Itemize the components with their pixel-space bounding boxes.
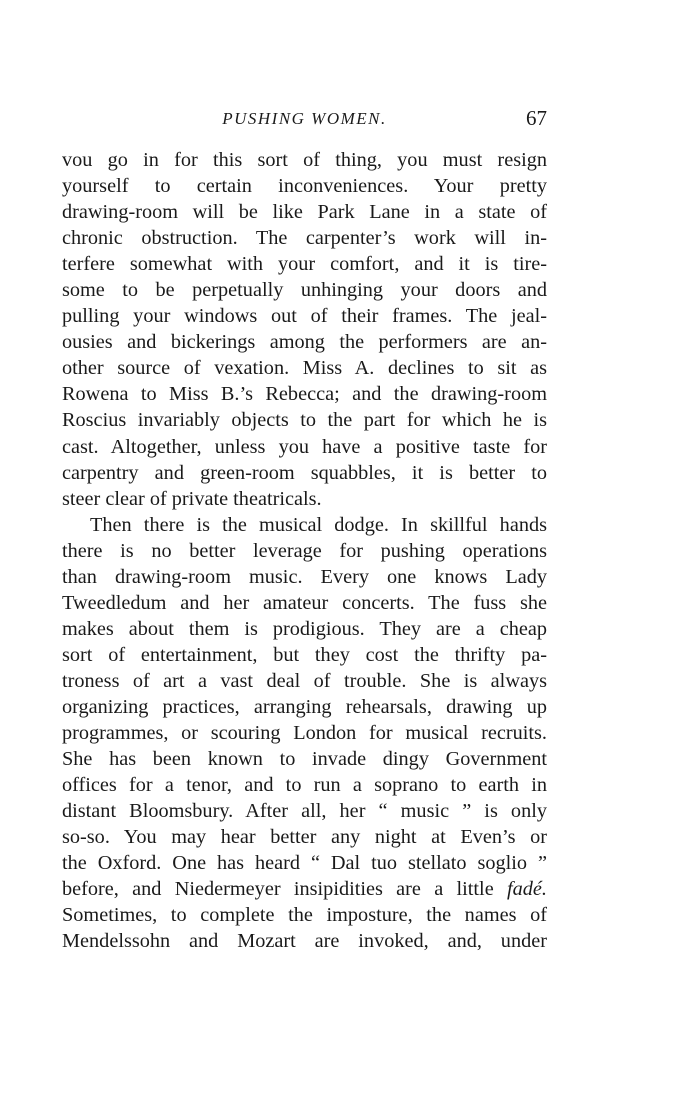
- line-text: steer clear of private theatricals.: [62, 487, 322, 510]
- text-line: [62, 824, 547, 850]
- text-line: [62, 772, 547, 798]
- line-text: the Oxford. One has heard “ Dal tuo stellato soglio ”: [62, 852, 547, 875]
- line-text: offices for a tenor, and to run a soprano to earth in: [62, 774, 547, 797]
- line-text: than drawing-room music. Every one knows Lady: [62, 565, 547, 588]
- text-line: [62, 199, 547, 225]
- line-text: before, and Niedermeyer insipidities are a little: [62, 878, 494, 901]
- text-line: [62, 173, 547, 199]
- paragraph: [62, 147, 547, 512]
- line-text: organizing practices, arranging rehearsals, drawing up: [62, 695, 547, 718]
- text-line: [62, 746, 547, 772]
- line-text: sort of entertainment, but they cost the thrifty pa-: [62, 643, 547, 666]
- text-line: [62, 303, 547, 329]
- line-text: vou go in for this sort of thing, you must resign: [62, 149, 547, 171]
- text-line: [62, 434, 547, 460]
- line-text: some to be perpetually unhinging your doors and: [62, 279, 547, 302]
- line-text: Rowena to Miss B.’s Rebecca; and the drawing-room: [62, 383, 547, 406]
- text-line: [62, 668, 547, 694]
- text-line: [62, 850, 547, 876]
- text-line: [62, 902, 547, 928]
- italic-word: fadé.: [507, 878, 547, 901]
- text-line: [62, 876, 547, 902]
- text-line: [62, 355, 547, 381]
- text-line: [62, 538, 547, 564]
- line-text: She has been known to invade dingy Government: [62, 748, 547, 771]
- line-text: Roscius invariably objects to the part for which he is: [62, 409, 547, 432]
- line-text: drawing-room will be like Park Lane in a state of: [62, 201, 547, 224]
- line-text: Tweedledum and her amateur concerts. The fuss she: [62, 591, 547, 614]
- paragraph: [62, 512, 547, 955]
- page-header: [62, 106, 547, 136]
- text-line: [62, 381, 547, 407]
- page-number: 67: [526, 106, 547, 130]
- line-text: yourself to certain inconveniences. Your pretty: [62, 175, 547, 198]
- line-text: programmes, or scouring London for musical recruits.: [62, 722, 547, 745]
- text-line: [62, 147, 547, 173]
- text-line: [62, 616, 547, 642]
- line-text: carpentry and green-room squabbles, it is better to: [62, 461, 547, 484]
- line-text: Mendelssohn and Mozart are invoked, and, under: [62, 930, 547, 953]
- line-text: troness of art a vast deal of trouble. She is always: [62, 669, 547, 692]
- line-text: distant Bloomsbury. After all, her “ music ” is only: [62, 800, 547, 823]
- line-text: Then there is the musical dodge. In skillful hands: [90, 513, 547, 536]
- line-text: pulling your windows out of their frames. The jeal-: [62, 305, 547, 328]
- running-title: PUSHING WOMEN.: [222, 109, 387, 128]
- text-line: [62, 277, 547, 303]
- text-line: [62, 798, 547, 824]
- text-line: [62, 460, 547, 486]
- text-line: [62, 590, 547, 616]
- text-line: [62, 486, 547, 512]
- line-text: terfere somewhat with your comfort, and it is tire-: [62, 253, 547, 276]
- text-line: [62, 225, 547, 251]
- line-text: so-so. You may hear better any night at Even’s or: [62, 826, 547, 849]
- text-line: [62, 928, 547, 954]
- text-line: [62, 694, 547, 720]
- line-text: cast. Altogether, unless you have a positive taste for: [62, 435, 547, 458]
- line-text: makes about them is prodigious. They are a cheap: [62, 617, 547, 640]
- text-line: [62, 407, 547, 433]
- line-text: chronic obstruction. The carpenter’s work will in-: [62, 227, 547, 250]
- line-text: other source of vexation. Miss A. declines to sit as: [62, 357, 547, 380]
- line-text: there is no better leverage for pushing operations: [62, 539, 547, 562]
- text-line: [62, 329, 547, 355]
- text-line: [62, 642, 547, 668]
- text-line: [62, 512, 547, 538]
- line-text: Sometimes, to complete the imposture, the names of: [62, 904, 547, 927]
- text-line: [62, 720, 547, 746]
- text-line: [62, 564, 547, 590]
- text-line: [62, 251, 547, 277]
- page-body: [62, 147, 547, 954]
- line-text: ousies and bickerings among the performers are an-: [62, 331, 547, 354]
